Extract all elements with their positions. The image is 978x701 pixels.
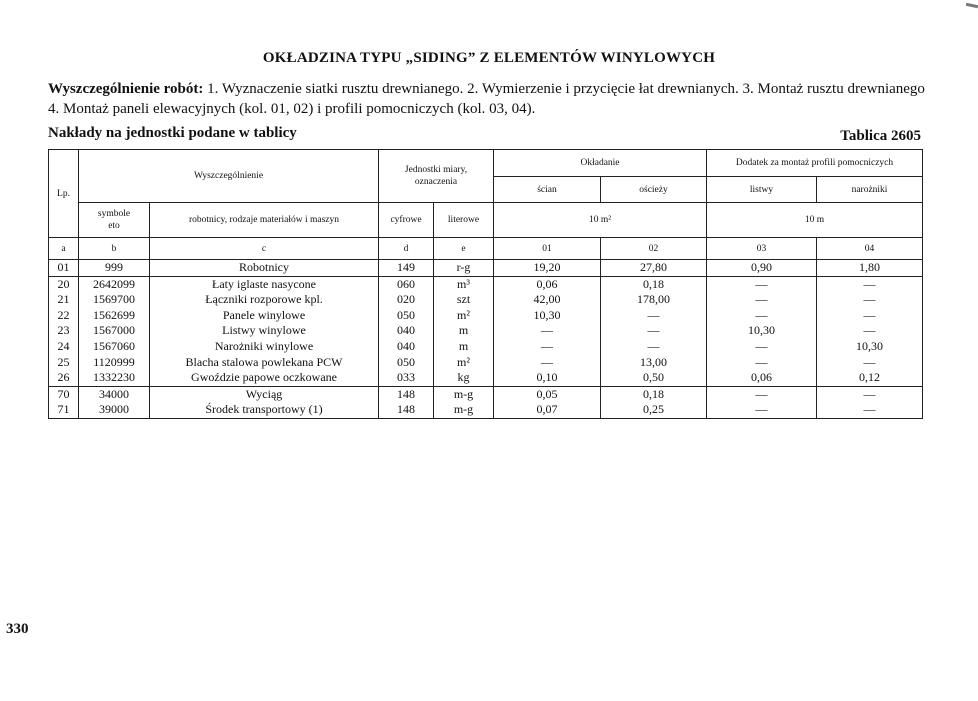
table-number: Tablica 2605: [840, 128, 921, 144]
cell-line: Gwoździe papowe oczkowane: [191, 370, 337, 385]
table-row-group: [49, 386, 923, 418]
table-row-group: [49, 260, 923, 277]
cell-col-02: [601, 386, 707, 418]
header-robotnicy: robotnicy, rodzaje materiałów i maszyn: [150, 203, 379, 238]
header-symbole: symbole eto: [79, 203, 150, 238]
cell-line: —: [755, 386, 768, 401]
cell-unit: [434, 276, 494, 386]
header-narozniki: narożniki: [817, 177, 923, 203]
cell-line: 71: [57, 402, 70, 417]
cell-line: 0,06: [751, 370, 773, 385]
cell-line: 060: [397, 276, 415, 291]
cell-line: —: [863, 323, 876, 338]
cell-col-01: [494, 386, 601, 418]
description-text: 1. Wyznaczenie siatki rusztu drewnianego. 2. Wymierzenie i przycięcie łat drewnianych. 3. Montaż rusztu drewnianego 4. Montaż paneli elewacyjnych (kol. 01, 02) i profili pomocniczych (kol. 03, 04).: [48, 81, 925, 117]
cell-lp: [49, 276, 79, 386]
cell-line: m-g: [453, 386, 474, 401]
cell-line: 20: [57, 276, 70, 291]
cell-line: 0,12: [859, 370, 881, 385]
cell-line: 178,00: [637, 292, 670, 307]
header-osciezy: ościeży: [601, 177, 707, 203]
cell-line: Listwy winylowe: [222, 323, 306, 338]
cell-line: 25: [57, 354, 70, 369]
cell-line: 0,10: [536, 370, 558, 385]
cell-col-04: [817, 260, 923, 277]
cell-line: 34000: [99, 386, 129, 401]
cell-line: 050: [397, 307, 415, 322]
cell-line: 39000: [99, 402, 129, 417]
cell-line: 033: [397, 370, 415, 385]
cell-line: m-g: [453, 402, 474, 417]
cell-line: 0,18: [643, 386, 664, 401]
cell-line: 999: [105, 260, 123, 274]
cell-line: —: [863, 402, 876, 417]
cell-line: m³: [457, 276, 470, 291]
cell-line: 040: [397, 323, 415, 338]
header-cyfrowe: cyfrowe: [379, 203, 434, 238]
cell-line: 0,90: [751, 260, 773, 274]
cell-col-03: [707, 260, 817, 277]
cell-line: Wyciąg: [245, 386, 283, 401]
cell-line: 26: [57, 370, 70, 385]
cell-line: 0,50: [643, 370, 664, 385]
naklady-heading: Nakłady na jednostki podane w tablicy: [48, 125, 297, 141]
cell-line: 0,05: [536, 386, 558, 401]
work-description: [48, 79, 928, 119]
cell-line: 24: [57, 338, 70, 353]
cell-line: —: [647, 323, 660, 338]
cell-line: —: [647, 307, 660, 322]
cell-line: r-g: [456, 260, 471, 274]
cell-line: 23: [57, 323, 70, 338]
cell-line: m: [458, 338, 469, 353]
cell-line: m²: [457, 354, 470, 369]
cell-line: 050: [397, 354, 415, 369]
cell-line: 1569700: [93, 292, 135, 307]
table-body: [49, 260, 923, 419]
cell-col-01: [494, 276, 601, 386]
col-letter: c: [150, 238, 379, 260]
header-lp: Lp.: [49, 150, 79, 238]
cell-line: Robotnicy: [239, 260, 289, 274]
cell-line: 19,20: [533, 260, 561, 274]
header-scian: ścian: [494, 177, 601, 203]
cell-line: 27,80: [640, 260, 667, 274]
col-letter: 03: [707, 238, 817, 260]
cell-unit: [434, 260, 494, 277]
cell-line: 2642099: [93, 276, 135, 291]
cell-line: 1567000: [93, 323, 135, 338]
cell-line: 1562699: [93, 307, 135, 322]
cell-line: Łączniki rozporowe kpl.: [205, 292, 323, 307]
cell-line: 1,80: [859, 260, 881, 274]
cell-unit-code: [379, 260, 434, 277]
cell-line: 148: [397, 402, 415, 417]
cell-line: —: [863, 307, 876, 322]
cell-line: 0,18: [643, 276, 664, 291]
cell-line: —: [863, 292, 876, 307]
header-unit-10m2: 10 m²: [494, 203, 707, 238]
header-unit-10m: 10 m: [707, 203, 923, 238]
cell-col-03: [707, 386, 817, 418]
cell-line: 0,07: [536, 402, 558, 417]
cell-line: —: [541, 323, 553, 338]
cell-col-04: [817, 276, 923, 386]
cell-line: 10,30: [533, 307, 561, 322]
cell-unit-code: [379, 276, 434, 386]
cell-lp: [49, 386, 79, 418]
cell-line: Środek transportowy (1): [205, 402, 323, 417]
cell-line: 040: [397, 338, 415, 353]
cell-lp: [49, 260, 79, 277]
cell-line: szt: [456, 292, 471, 307]
header-listwy: listwy: [707, 177, 817, 203]
cell-line: kg: [457, 370, 470, 385]
header-dodatek: Dodatek za montaż profili pomocniczych: [707, 150, 923, 177]
cell-line: m: [458, 323, 469, 338]
col-letter: 01: [494, 238, 601, 260]
page-title: OKŁADZINA TYPU „SIDING” Z ELEMENTÓW WINYLOWYCH: [262, 50, 716, 66]
norms-table: [48, 149, 923, 419]
cell-name: [150, 386, 379, 418]
cell-name: [150, 276, 379, 386]
cell-line: —: [541, 338, 553, 353]
cell-line: Blacha stalowa powlekana PCW: [185, 354, 343, 369]
cell-unit: [434, 386, 494, 418]
cell-line: —: [755, 276, 768, 291]
cell-line: 148: [397, 386, 415, 401]
corner-mark: [966, 3, 978, 8]
header-literowe: literowe: [434, 203, 494, 238]
header-wyszczegolnienie: Wyszczególnienie: [79, 150, 379, 203]
cell-line: Łaty iglaste nasycone: [212, 276, 316, 291]
cell-line: —: [755, 292, 768, 307]
page-number: 330: [6, 621, 29, 637]
cell-line: —: [755, 307, 768, 322]
col-letter: d: [379, 238, 434, 260]
cell-line: 21: [57, 292, 70, 307]
cell-col-03: [707, 276, 817, 386]
cell-col-02: [601, 260, 707, 277]
header-okladanie: Okładanie: [494, 150, 707, 177]
cell-line: —: [755, 402, 768, 417]
cell-line: 0,06: [536, 276, 558, 291]
cell-line: 13,00: [640, 354, 667, 369]
cell-line: —: [755, 338, 768, 353]
col-letter: 02: [601, 238, 707, 260]
cell-line: —: [863, 386, 876, 401]
cell-line: 70: [57, 386, 70, 401]
col-letter: 04: [817, 238, 923, 260]
cell-line: 020: [397, 292, 415, 307]
cell-line: Narożniki winylowe: [214, 338, 314, 353]
cell-line: 149: [397, 260, 415, 274]
cell-line: —: [755, 354, 768, 369]
cell-line: 1332230: [93, 370, 135, 385]
cell-line: —: [863, 354, 876, 369]
col-letter: e: [434, 238, 494, 260]
header-jednostki: Jednostki miary, oznaczenia: [379, 150, 494, 203]
table-row-group: [49, 276, 923, 386]
cell-line: —: [647, 338, 660, 353]
cell-line: 22: [57, 307, 70, 322]
cell-line: Panele winylowe: [222, 307, 306, 322]
cell-line: —: [541, 354, 553, 369]
cell-line: 42,00: [533, 292, 561, 307]
cell-line: 10,30: [856, 338, 884, 353]
cell-line: —: [863, 276, 876, 291]
cell-col-04: [817, 386, 923, 418]
cell-line: 1567060: [93, 338, 135, 353]
cell-col-02: [601, 276, 707, 386]
cell-col-01: [494, 260, 601, 277]
cell-line: m²: [457, 307, 470, 322]
cell-name: [150, 260, 379, 277]
col-letter: a: [49, 238, 79, 260]
cell-line: 1120999: [93, 354, 135, 369]
cell-symbol-eto: [79, 276, 150, 386]
cell-line: 0,25: [643, 402, 664, 417]
description-label: Wyszczególnienie robót:: [48, 81, 204, 97]
cell-symbol-eto: [79, 386, 150, 418]
cell-line: 01: [57, 260, 70, 274]
cell-symbol-eto: [79, 260, 150, 277]
col-letter: b: [79, 238, 150, 260]
cell-line: 10,30: [748, 323, 776, 338]
cell-unit-code: [379, 386, 434, 418]
